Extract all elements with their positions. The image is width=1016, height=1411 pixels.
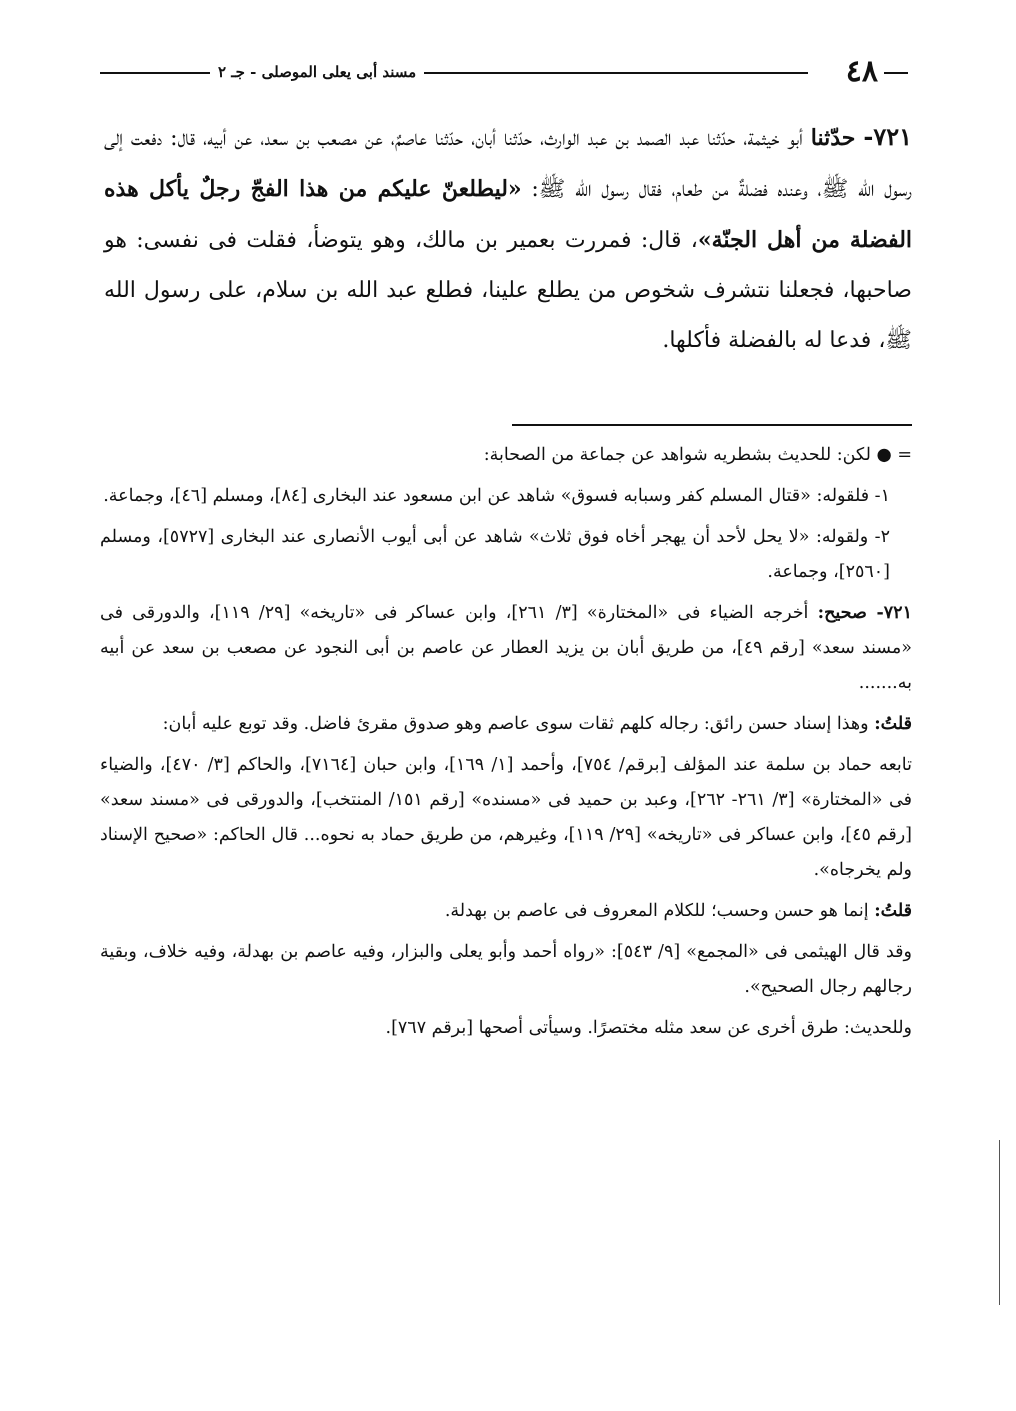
hadith-continuation: ، قال: فمررت بعمير بن مالك، وهو يتوضأ، فقلت فى نفسى: هو صاحبها، فجعلنا نتشرف شخوص من يطلع علينا، فطلع عبد الله بن سلام، على رسول الله ﷺ، فدعا له بالفضلة فأكلها.	[104, 228, 912, 353]
note-takhrij-label: ٧٢١- صحيح:	[817, 603, 912, 623]
note-comment-2	[100, 894, 912, 929]
hadith-text	[104, 112, 912, 366]
running-header	[100, 52, 908, 92]
note-witness-1: ١- فلقوله: «قتال المسلم كفر وسبابه فسوق» شاهد عن ابن مسعود عند البخارى [٨٤]، ومسلم [٤٦]، وجماعة.	[103, 486, 890, 506]
note-comment-1-text: وهذا إسناد حسن رائق: رجاله كلهم ثقات سوى عاصم وهو صدوق مقرئ فاضل. وقد توبع عليه أبان:	[162, 714, 875, 734]
hadith-matn: «ليطلعنّ عليكم من هذا الفجّ رجلٌ يأكل هذه الفضلة من أهل الجنّة»	[104, 176, 913, 253]
footnotes	[100, 438, 912, 1052]
note-witness-2: ٢- ولقوله: «لا يحل لأحد أن يهجر أخاه فوق ثلاث» شاهد عن أبى أيوب الأنصارى عند البخارى [٥٧٢٧]، ومسلم [٢٥٦٠]، وجماعة.	[100, 527, 890, 582]
margin-line	[999, 1140, 1000, 1305]
note-takhrij-text: أخرجه الضياء فى «المختارة» [٣/ ٢٦١]، وابن عساكر فى «تاريخه» [٢٩/ ١١٩]، والدورقى فى «مسند سعد» [رقم ٤٩]، من طريق أبان بن يزيد العطار عن عاصم بن أبى النجود عن مصعب بن سعد عن أبيه به.......	[100, 603, 912, 693]
note-mutabaah: تابعه حماد بن سلمة عند المؤلف [برقم/ ٧٥٤]، وأحمد [١/ ١٦٩]، وابن حبان [٧١٦٤]، والحاكم [٣/ ٤٧٠]، والضياء فى «المختارة» [٣/ ٢٦١- ٢٦٢]، وعبد بن حميد فى «مسنده» [رقم ١٥١/ المنتخب]، والدورقى فى «مسند سعد» [رقم ٤٥]، وابن عساكر فى «تاريخه» [٢٩/ ١١٩]، وغيرهم، من طريق حماد به نحوه... قال الحاكم: «صحيح الإسناد ولم يخرجاه».	[100, 755, 913, 880]
note-other-routes: وللحديث: طرق أخرى عن سعد مثله مختصرًا. وسيأتى أصحها [برقم ٧٦٧].	[385, 1018, 912, 1038]
note-comment-1	[100, 707, 912, 742]
note-comment-2-label: قلتُ:	[874, 901, 912, 921]
hadith-opening: حدّثنا	[810, 125, 856, 151]
note-takhrij	[100, 596, 912, 701]
header-rule	[100, 72, 808, 74]
hadith-isnad: أبو خيثمة، حدّثنا عبد الصمد بن عبد الوارث، حدّثنا أبان، حدّثنا عاصمٌ، عن مصعب بن سعد، عن أبيه، قال: دفعت إلى رسول الله ﷺ، وعنده فضلةٌ من طعام، فقال رسول الله ﷺ:	[104, 126, 912, 202]
note-comment-2-text: إنما هو حسن وحسب؛ للكلام المعروف فى عاصم بن بهدلة.	[444, 901, 875, 921]
footnote-separator	[512, 424, 912, 426]
header-dash	[884, 72, 908, 74]
note-haythami: وقد قال الهيثمى فى «المجمع» [٩/ ٥٤٣]: «رواه أحمد وأبو يعلى والبزار، وفيه عاصم بن بهدلة، وفيه خلاف، وبقية رجالهم رجال الصحيح».	[100, 942, 912, 997]
note-comment-1-label: قلتُ:	[874, 714, 912, 734]
page-number: ٤٨	[845, 54, 878, 89]
book-title: مسند أبى يعلى الموصلى - جـ ٢	[210, 60, 424, 84]
note-witnesses-intro: = ● لكن: للحديث بشطريه شواهد عن جماعة من الصحابة:	[483, 445, 912, 465]
hadith-number: ٧٢١-	[863, 122, 912, 151]
